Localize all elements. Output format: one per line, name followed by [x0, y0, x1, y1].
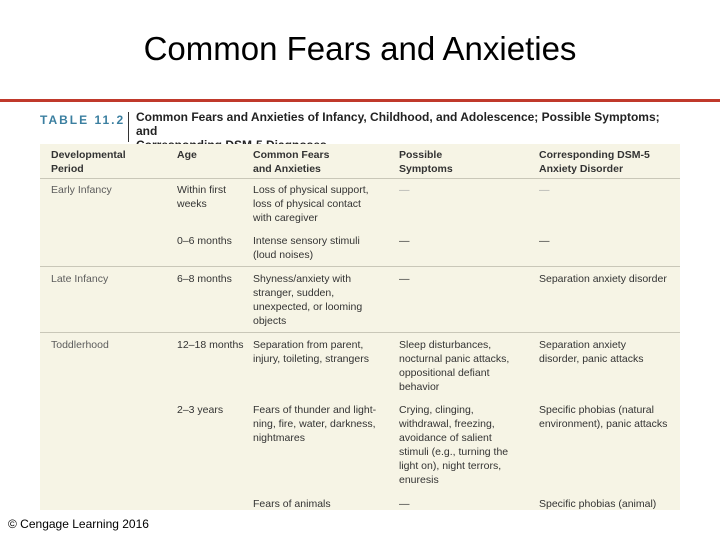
header-fears: Common Fears and Anxieties [253, 149, 330, 175]
row-fears: Shyness/anxiety with stranger, sudden, unexpected, or looming objects [253, 273, 363, 327]
row-period: Early Infancy [51, 184, 112, 196]
row-fears: Separation from parent, injury, toileting, strangers [253, 339, 369, 365]
row-symptoms: — [399, 498, 410, 510]
table-label: TABLE 11.2 [40, 113, 126, 127]
table-caption [40, 108, 680, 144]
header-symptoms: Possible Symptoms [399, 149, 453, 175]
row-age: 0–6 months [177, 235, 232, 247]
row-disorder: — [539, 235, 550, 247]
row-period: Late Infancy [51, 273, 109, 285]
row-disorder: — [539, 184, 550, 196]
row-symptoms: — [399, 235, 410, 247]
table-body [40, 144, 680, 510]
row-fears: Loss of physical support, loss of physical contact with caregiver [253, 184, 369, 224]
row-disorder: Specific phobias (animal) [539, 498, 657, 510]
header-disorder: Corresponding DSM-5 Anxiety Disorder [539, 149, 650, 175]
row-disorder: Separation anxiety disorder [539, 273, 667, 285]
row-age: 2–3 years [177, 404, 224, 416]
row-age: 12–18 months [177, 339, 244, 351]
row-symptoms: — [399, 273, 410, 285]
row-fears: Intense sensory stimuli (loud noises) [253, 235, 360, 261]
row-symptoms: — [399, 184, 410, 196]
row-period: Toddlerhood [51, 339, 109, 351]
slide-title: Common Fears and Anxieties [143, 30, 577, 67]
header-age: Age [177, 149, 197, 161]
title-rule [0, 99, 720, 102]
row-fears: Fears of thunder and light- ning, fire, water, darkness, nightmares [253, 404, 377, 444]
header-period: Developmental Period [51, 149, 126, 175]
row-divider [40, 332, 680, 333]
caption-line: Common Fears and Anxieties of Infancy, Childhood, and Adolescence; Possible Symptoms; and [136, 110, 660, 138]
row-disorder: Separation anxiety disorder, panic attacks [539, 339, 644, 365]
row-disorder: Specific phobias (natural environment), panic attacks [539, 404, 668, 430]
row-symptoms: Crying, clinging, withdrawal, freezing, avoidance of salient stimuli (e.g., turning the light on), night terrors, enuresis [399, 404, 509, 486]
copyright-notice: © Cengage Learning 2016 [8, 517, 149, 531]
row-symptoms: Sleep disturbances, nocturnal panic attacks, oppositional defiant behavior [399, 339, 510, 393]
row-divider [40, 266, 680, 267]
header-divider [40, 178, 680, 179]
table-image [40, 104, 680, 510]
row-fears: Fears of animals [253, 498, 331, 510]
row-age: 6–8 months [177, 273, 232, 285]
caption-divider [128, 112, 129, 142]
row-age: Within first weeks [177, 184, 227, 210]
